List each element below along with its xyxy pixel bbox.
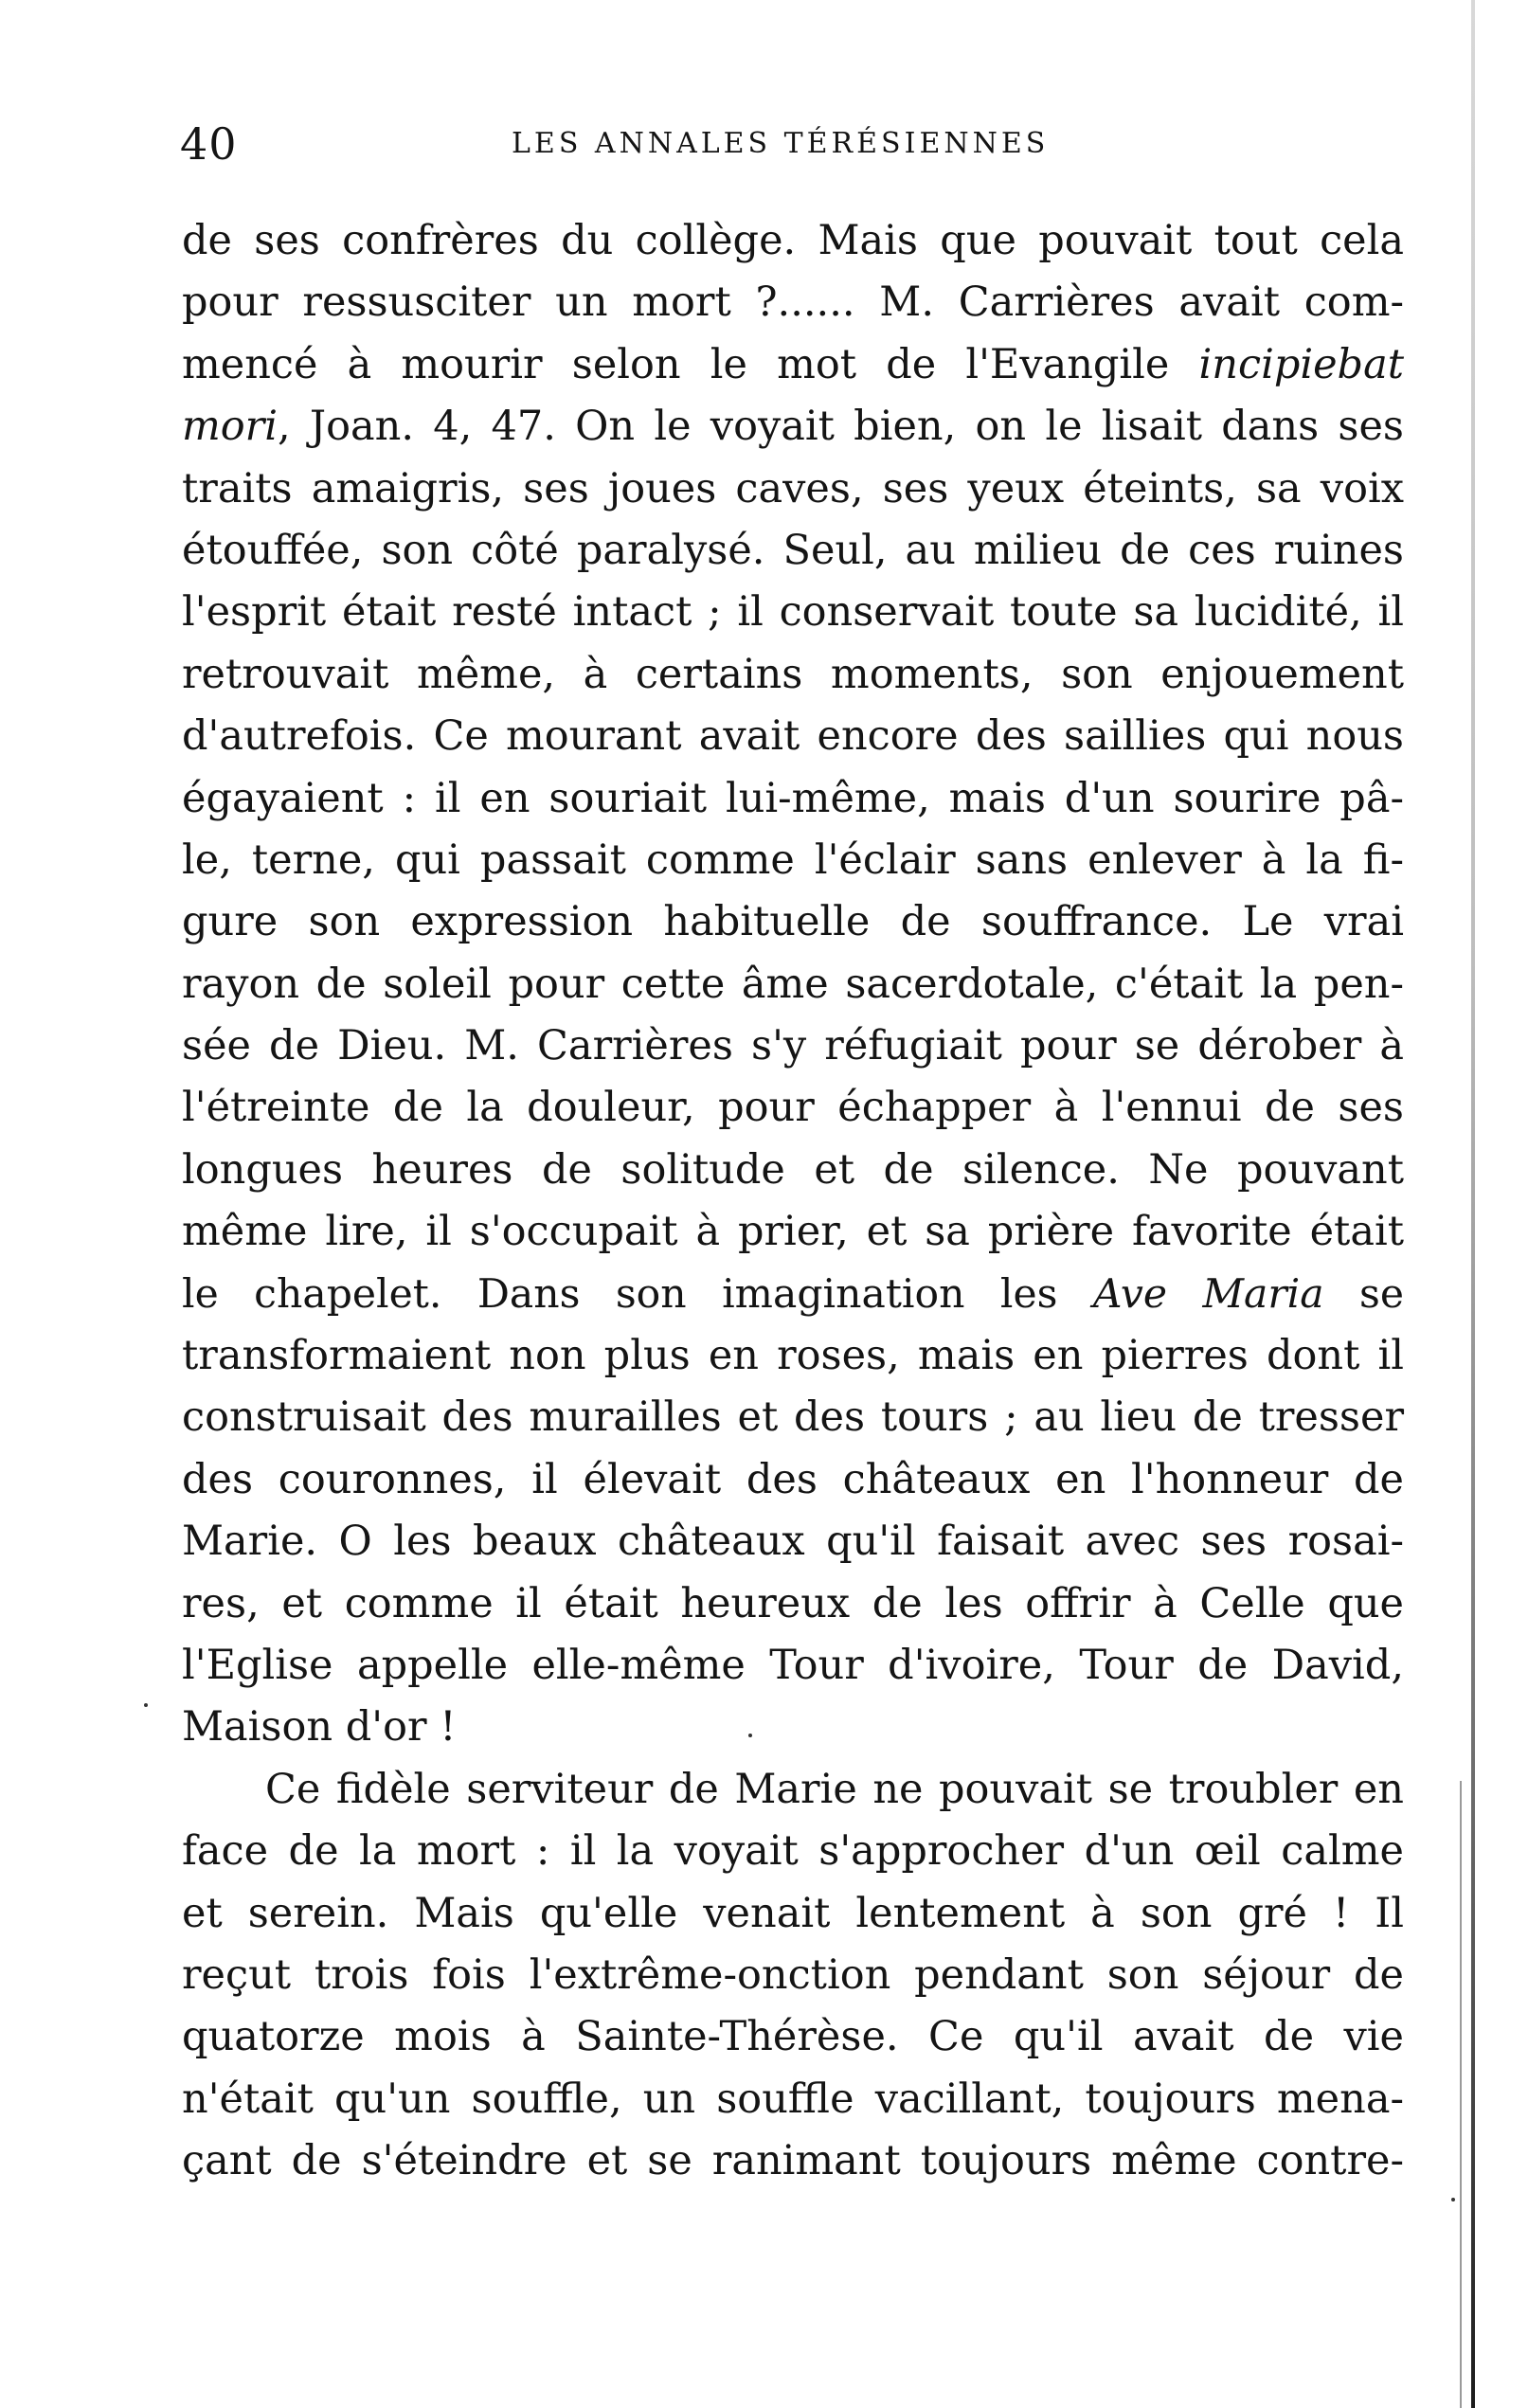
page-edge-shadow xyxy=(1471,0,1475,2408)
text-line: l'Eglise appelle elle-même Tour d'ivoire, Tour de David, xyxy=(182,1641,1404,1689)
text-line: transformaient non plus en roses, mais en pierres dont il xyxy=(182,1332,1404,1380)
text-line: des couronnes, il élevait des châteaux en l'honneur de xyxy=(182,1455,1404,1503)
text-line: face de la mort : il la voyait s'approcher d'un œil calme xyxy=(182,1827,1404,1876)
ink-speck xyxy=(144,1703,148,1707)
text-line: reçut trois fois l'extrême-onction pendant son séjour de xyxy=(182,1950,1404,1999)
text-line: res, et comme il était heureux de les offrir à Celle que xyxy=(182,1579,1404,1627)
text-line: mori, Joan. 4, 47. On le voyait bien, on le lisait dans ses xyxy=(182,403,1404,451)
text-line: mencé à mourir selon le mot de l'Evangile incipiebat xyxy=(182,340,1404,388)
text-line: d'autrefois. Ce mourant avait encore des saillies qui nous xyxy=(182,712,1404,761)
text-line: traits amaigris, ses joues caves, ses yeux éteints, sa voix xyxy=(182,464,1404,512)
text-line: le chapelet. Dans son imagination les Ave Maria se xyxy=(182,1270,1404,1318)
text-line: pour ressusciter un mort ?...... M. Carrières avait com- xyxy=(182,279,1404,327)
text-line: et serein. Mais qu'elle venait lentement à son gré ! Il xyxy=(182,1889,1404,1937)
ink-speck xyxy=(748,1734,752,1737)
text-line: quatorze mois à Sainte-Thérèse. Ce qu'il avait de vie xyxy=(182,2013,1404,2061)
page-header xyxy=(180,116,1411,182)
ink-speck xyxy=(1451,2198,1455,2201)
text-line: gure son expression habituelle de souffrance. Le vrai xyxy=(182,898,1404,946)
text-line: Ce fidèle serviteur de Marie ne pouvait se troubler en xyxy=(265,1765,1404,1813)
text-line: égayaient : il en souriait lui-même, mais d'un sourire pâ- xyxy=(182,774,1404,822)
text-line: Maison d'or ! xyxy=(182,1703,457,1752)
body-text xyxy=(182,210,1404,2193)
text-line: çant de s'éteindre et se ranimant toujours même contre- xyxy=(182,2137,1404,2185)
text-line: Marie. O les beaux châteaux qu'il faisait avec ses rosai- xyxy=(182,1518,1404,1566)
text-line: longues heures de solitude et de silence. Ne pouvant xyxy=(182,1145,1404,1194)
page-edge-shadow-inner xyxy=(1460,1781,1462,2408)
text-line: le, terne, qui passait comme l'éclair sans enlever à la fi- xyxy=(182,836,1404,884)
text-line: même lire, il s'occupait à prier, et sa prière favorite était xyxy=(182,1208,1404,1256)
running-head: LES ANNALES TÉRÉSIENNES xyxy=(512,127,1050,160)
italic-latin-phrase: Ave Maria xyxy=(1092,1270,1324,1318)
text-line: sée de Dieu. M. Carrières s'y réfugiait pour se dérober à xyxy=(182,1022,1404,1070)
text-line: étouffée, son côté paralysé. Seul, au milieu de ces ruines xyxy=(182,526,1404,574)
text-line: l'esprit était resté intact ; il conservait toute sa lucidité, il xyxy=(182,588,1404,637)
text-line: l'étreinte de la douleur, pour échapper à l'ennui de ses xyxy=(182,1084,1404,1132)
page-number: 40 xyxy=(180,118,238,170)
text-line: rayon de soleil pour cette âme sacerdotale, c'était la pen- xyxy=(182,960,1404,1008)
text-line: construisait des murailles et des tours ; au lieu de tresser xyxy=(182,1393,1404,1442)
text-line: n'était qu'un souffle, un souffle vacillant, toujours mena- xyxy=(182,2075,1404,2123)
italic-latin-phrase: mori xyxy=(182,403,278,451)
text-line: retrouvait même, à certains moments, son enjouement xyxy=(182,650,1404,698)
text-line: de ses confrères du collège. Mais que pouvait tout cela xyxy=(182,217,1404,264)
italic-latin-phrase: incipiebat xyxy=(1198,340,1404,388)
